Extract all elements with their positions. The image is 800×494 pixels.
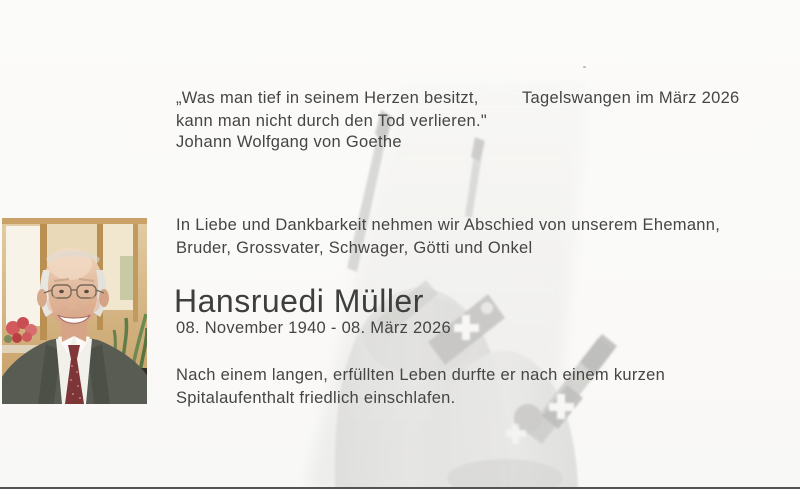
place-dateline: Tagelswangen im März 2026 (522, 89, 740, 107)
announcement (176, 214, 720, 259)
scan-edge-line (0, 487, 800, 489)
scan-bottom-margin (0, 489, 800, 494)
quote-line-2: kann man nicht durch den Tod verlieren." (176, 111, 488, 130)
closing-line-1: Nach einem langen, erfüllten Leben durfte er nach einem kurzen (176, 366, 666, 384)
announcement-line-1: In Liebe und Dankbarkeit nehmen wir Abschied von unserem Ehemann, (176, 216, 721, 234)
closing-line-2: Spitalaufenthalt friedlich einschlafen. (176, 388, 456, 407)
deceased-name: Hansruedi Müller (174, 283, 424, 319)
quote-attribution: Johann Wolfgang von Goethe (176, 133, 402, 151)
closing-text (176, 364, 665, 409)
quote-line-1: „Was man tief in seinem Herzen besitzt, (176, 89, 479, 107)
life-dates: 08. November 1940 - 08. März 2026 (176, 319, 451, 337)
announcement-line-2: Bruder, Grossvater, Schwager, Götti und Onkel (176, 238, 533, 257)
quote (176, 87, 487, 132)
